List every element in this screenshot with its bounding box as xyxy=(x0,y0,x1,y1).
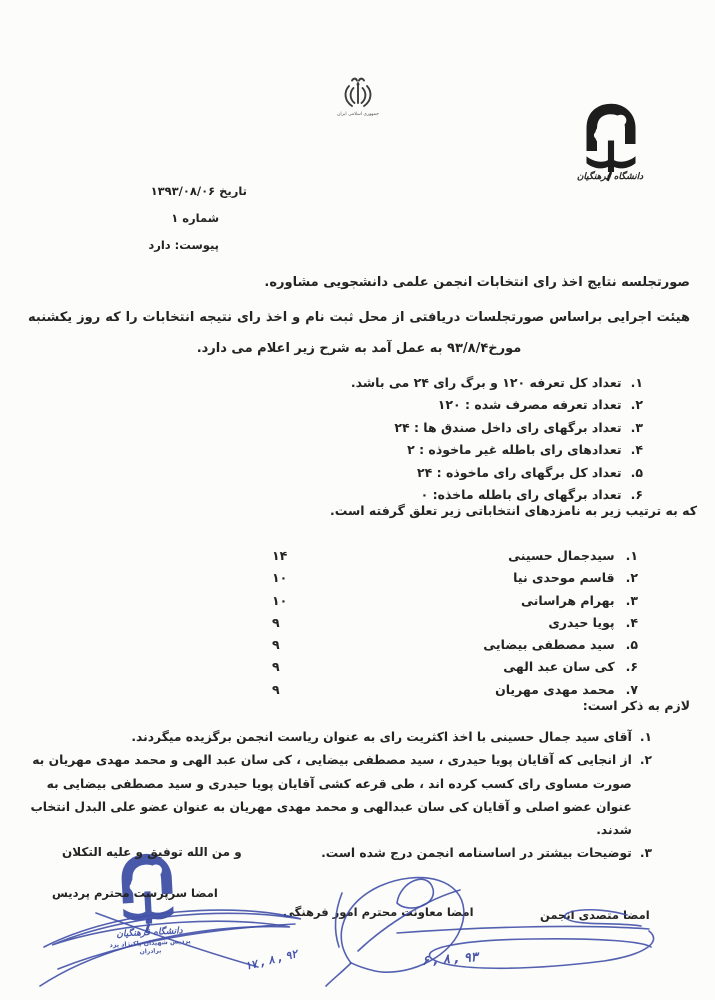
stamp-campus-name: پردیس شهیدان پاکنژاد یزد xyxy=(109,937,191,950)
candidate-number: ۷. xyxy=(625,681,638,697)
note-text: آقای سید جمال حسینی با اخذ اکثریت رای به عنوان ریاست انجمن برگزیده میگردند. xyxy=(131,730,632,744)
stat-text: تعداد برگهای رای باطله ماخذه: ۰ xyxy=(420,487,622,503)
candidate-name: سید مصطفی بیضایی xyxy=(483,637,615,653)
candidates-intro: که به ترتیب زیر به نامزدهای انتخاباتی زیر تعلق گرفته است. xyxy=(330,503,697,518)
handwritten-date-deputy: ۹۲ , ۸ , ۱۷ xyxy=(243,947,299,973)
stat-item xyxy=(407,439,643,461)
candidate-number: ۵. xyxy=(625,637,638,653)
candidate-number: ۱. xyxy=(625,548,638,563)
signature-label-association-officer: امضا متصدی انجمن xyxy=(540,908,650,922)
stat-number: ۵. xyxy=(630,464,643,480)
signature-label-cultural-deputy: امضا معاونت محترم امور فرهنگی xyxy=(283,905,474,919)
ballot-stats-list xyxy=(351,372,643,506)
candidate-name: پویا حیدری xyxy=(548,614,615,630)
candidate-row xyxy=(272,634,638,656)
candidate-votes: ۹ xyxy=(272,681,280,697)
candidate-name: سیدجمال حسینی xyxy=(508,548,615,563)
candidate-number: ۶. xyxy=(625,659,638,675)
candidate-row xyxy=(272,612,638,634)
deputy-signature xyxy=(326,878,464,986)
stat-number: ۱. xyxy=(630,375,643,390)
note-text: توضیحات بیشتر در اساسنامه انجمن درج شده است. xyxy=(321,846,632,861)
letter-meta xyxy=(148,178,247,259)
note-number: ۳. xyxy=(639,846,652,861)
candidate-row xyxy=(272,567,638,589)
stat-number: ۲. xyxy=(630,397,643,413)
note-number: ۱. xyxy=(639,730,652,744)
candidate-name: قاسم موحدی نیا xyxy=(513,570,615,586)
note-item xyxy=(30,749,652,842)
stat-text: تعداد تعرفه مصرف شده : ۱۲۰ xyxy=(437,397,622,413)
candidate-row xyxy=(272,590,638,612)
stat-text: تعداد کل تعرفه ۱۲۰ و برگ رای ۲۴ می باشد. xyxy=(350,375,622,390)
candidate-number: ۲. xyxy=(625,570,638,586)
stat-text: تعدادهای رای باطله غیر ماخوذه : ۲ xyxy=(407,442,622,458)
note-text: از انجایی که آقایان پویا حیدری ، سید مصطفی بیضایی ، کی سان عبد الهی و محمد مهدی مهریان به صورت مساوی رای کسب کرده اند ، طی قرعه کشی آقایان پویا حیدری و سید مصطفی بیضایی به عنوان عضو اصلی و آقایان کی سان عبدالهی و محمد مهدی مهریان به عنوان عضو علی البدل انتخاب شدند. xyxy=(30,753,632,838)
stat-item xyxy=(394,417,643,439)
stamp-university-name: دانشگاه فرهنگیان xyxy=(116,926,183,940)
stat-item xyxy=(351,372,643,394)
candidate-name: محمد مهدی مهریان xyxy=(495,681,615,697)
candidate-row xyxy=(272,656,638,678)
intro-paragraph: هیئت اجرایی براساس صورتجلسات دریافتی از محل ثبت نام و اخذ رای نتیجه انتخابات را که روز یکشنبه مورخ۹۳/۸/۴ به عمل آمد به شرح زیر اعلام می دارد. xyxy=(28,310,690,356)
handwritten-date-officer: ۹۳ , ۸ , ۶ xyxy=(421,950,479,969)
notes-heading: لازم به ذکر است: xyxy=(582,698,690,713)
candidate-number: ۳. xyxy=(625,592,638,608)
candidate-name: کی سان عبد الهی xyxy=(503,659,615,675)
candidate-votes: ۱۰ xyxy=(272,570,288,586)
stat-text: تعداد برگهای رای داخل صندق ها : ۲۴ xyxy=(394,419,622,435)
candidate-number: ۴. xyxy=(625,614,638,630)
stat-number: ۴. xyxy=(630,442,643,458)
candidate-votes: ۱۴ xyxy=(272,548,288,563)
stat-number: ۳. xyxy=(630,419,643,435)
candidate-votes: ۹ xyxy=(272,659,280,675)
closing-phrase: و من الله توفیق و علیه التکلان xyxy=(62,845,242,859)
candidate-row xyxy=(272,545,638,567)
university-stamp xyxy=(93,849,202,957)
letter-date: تاریخ ۱۳۹۳/۰۸/۰۶ xyxy=(150,184,247,198)
university-logo-caption: دانشگاه فرهنگیان xyxy=(576,172,644,182)
iran-emblem-icon xyxy=(336,76,380,116)
stat-text: تعداد کل برگهای رای ماخوذه : ۲۴ xyxy=(416,464,622,480)
letter-attachment: پیوست: دارد xyxy=(148,238,219,252)
stat-item xyxy=(438,394,643,416)
candidates-list xyxy=(272,545,638,701)
stat-number: ۶. xyxy=(630,487,643,503)
candidate-votes: ۹ xyxy=(272,614,280,630)
signature-label-campus-supervisor: امضا سرپرست محترم پردیس xyxy=(52,886,218,900)
candidate-name: بهرام هراسانی xyxy=(521,592,615,608)
letter-number: شماره ۱ xyxy=(171,211,219,225)
note-item xyxy=(30,726,652,749)
candidate-votes: ۱۰ xyxy=(272,592,288,608)
emblem-caption: جمهوری اسلامی ایران xyxy=(337,112,379,117)
stamp-branch-name: برادران xyxy=(139,947,162,956)
stat-item xyxy=(417,462,643,484)
candidate-votes: ۹ xyxy=(272,637,280,653)
document-title: صورتجلسه نتایج اخذ رای انتخابات انجمن علمی دانشجویی مشاوره. xyxy=(264,275,690,290)
note-number: ۲. xyxy=(639,753,652,768)
